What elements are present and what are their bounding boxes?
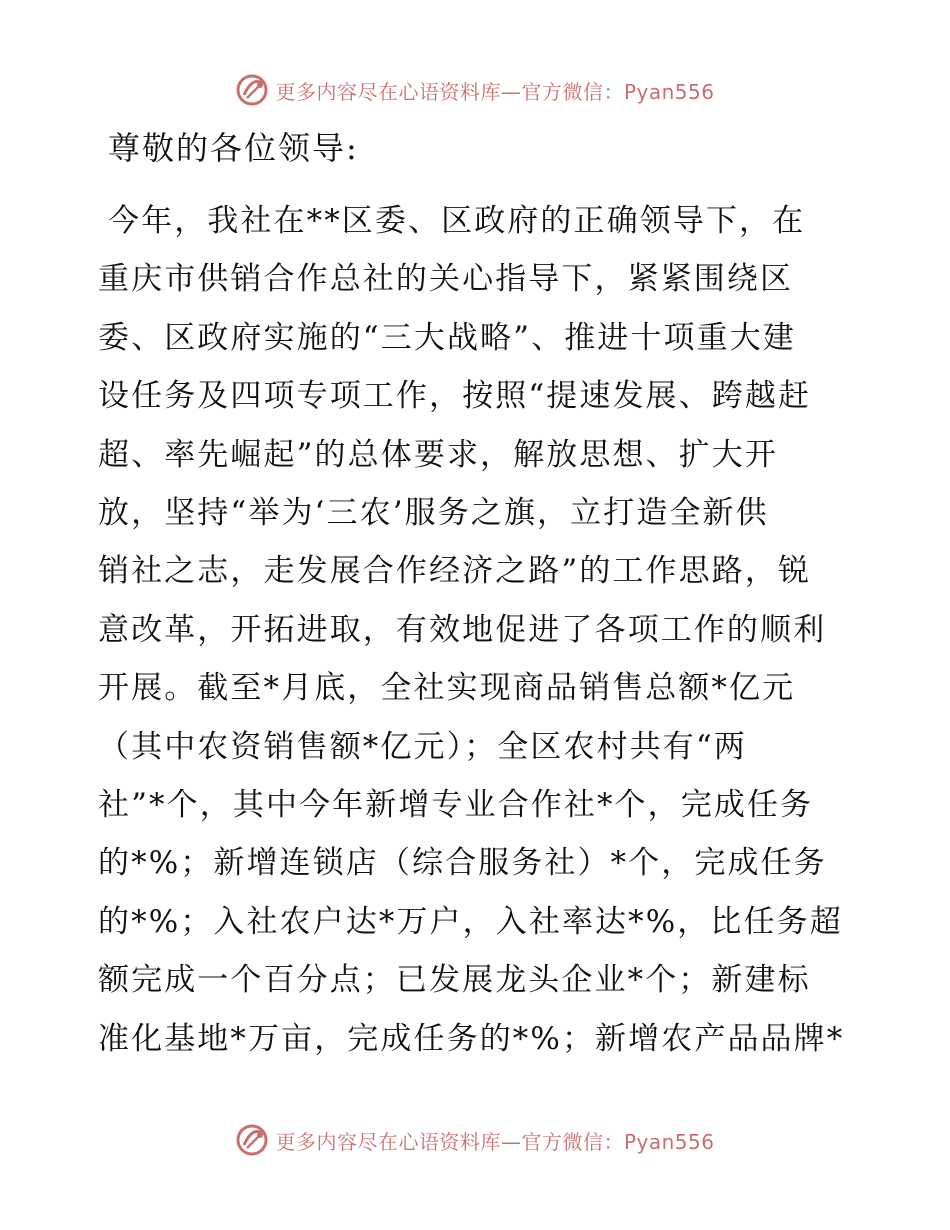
text-line: 准化基地*万亩，完成任务的*%；新增农产品品牌* [98,1020,845,1057]
document-body [98,124,858,1068]
watermark-text: 更多内容尽在心语资料库—官方微信：Pyan556 [275,1129,715,1154]
watermark-text: 更多内容尽在心语资料库—官方微信：Pyan556 [275,79,715,104]
paragraph [98,192,858,1068]
text-line: 社”*个，其中今年新增专业合作社*个，完成任务 [98,787,814,824]
text-line: 的*%；入社农户达*万户，入社率达*%，比任务超 [98,903,843,940]
salutation: 尊敬的各位领导: [108,129,359,167]
text-line: 的*%；新增连锁店（综合服务社）*个，完成任务 [98,845,827,882]
brand-logo-icon [235,73,269,107]
text-line: 设任务及四项专项工作，按照“提速发展、跨越赶 [98,378,812,415]
text-line: 委、区政府实施的“三大战略”、推进十项重大建 [98,319,796,356]
text-line: 放，坚持“举为‘三农’服务之旗，立打造全新供 [98,495,769,532]
watermark-header [0,70,950,110]
watermark-footer [0,1120,950,1160]
text-line: 开展。截至*月底，全社实现商品销售总额*亿元 [98,670,796,707]
text-line: 重庆市供销合作总社的关心指导下，紧紧围绕区 [98,261,794,298]
text-line: 额完成一个百分点；已发展龙头企业*个；新建标 [98,962,811,999]
text-line: 超、率先崛起”的总体要求，解放思想、扩大开 [98,436,778,473]
text-line: 今年，我社在**区委、区政府的正确领导下，在 [108,203,806,239]
text-line: 意改革，开拓进取，有效地促进了各项工作的顺利 [98,611,827,648]
text-line: （其中农资销售额*亿元）；全区农村共有“两 [98,728,747,765]
text-line: 销社之志，走发展合作经济之路”的工作思路，锐 [98,553,812,590]
brand-logo-icon [235,1123,269,1157]
